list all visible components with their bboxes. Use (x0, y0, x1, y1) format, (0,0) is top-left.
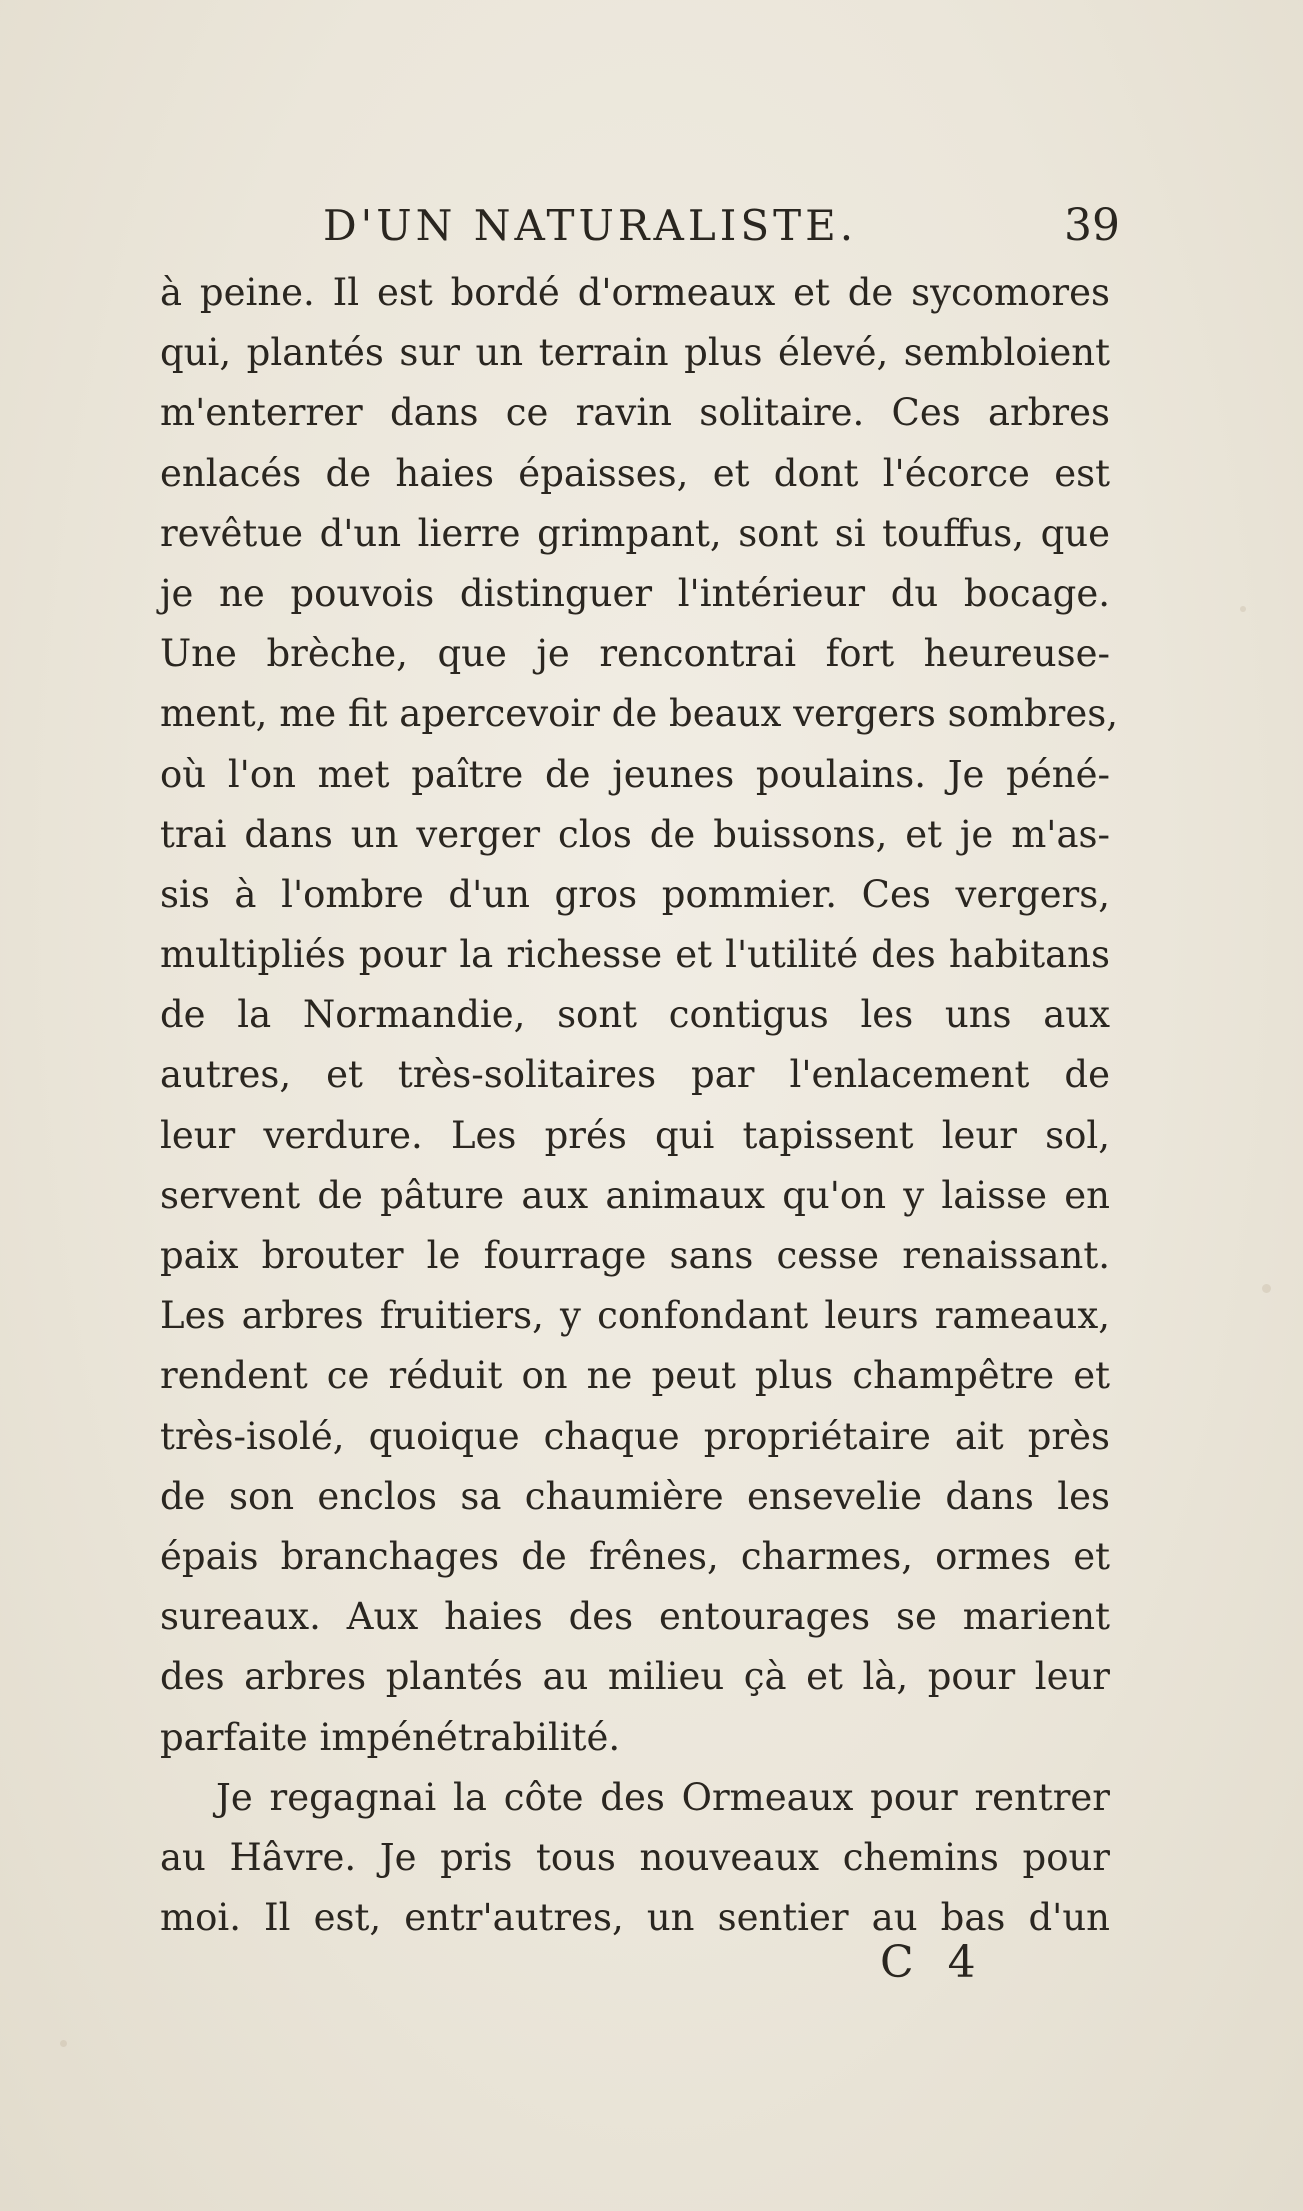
text-line: multipliés pour la richesse et l'utilité des habitans (160, 933, 1110, 977)
body-text (160, 263, 1118, 1948)
text-line: servent de pâture aux animaux qu'on y laisse en (160, 1173, 1110, 1217)
text-line: Une brèche, que je rencontrai fort heureuse- (160, 632, 1110, 676)
text-line: leur verdure. Les prés qui tapissent leur sol, (160, 1113, 1110, 1157)
paper-foxing-spot (60, 2040, 67, 2047)
text-line: Les arbres fruitiers, y confondant leurs rameaux, (160, 1294, 1110, 1338)
paper-foxing-spot (1262, 1284, 1271, 1293)
page-number: 39 (1064, 200, 1120, 251)
running-head (160, 196, 1120, 256)
text-line: m'enterrer dans ce ravin solitaire. Ces arbres (160, 391, 1110, 435)
text-line: revêtue d'un lierre grimpant, sont si touffus, que (160, 511, 1110, 555)
text-line: à peine. Il est bordé d'ormeaux et de sycomores (160, 271, 1110, 314)
text-line: rendent ce réduit on ne peut plus champêtre et (160, 1354, 1110, 1398)
text-line: des arbres plantés au milieu çà et là, pour leur (160, 1655, 1110, 1699)
text-line: trai dans un verger clos de buissons, et je m'as- (160, 812, 1110, 856)
text-line: autres, et très-solitaires par l'enlacement de (160, 1053, 1110, 1097)
text-line: où l'on met paître de jeunes poulains. Je péné- (160, 752, 1110, 796)
text-line: de la Normandie, sont contigus les uns aux (160, 993, 1110, 1037)
printer-signature-mark: C 4 (880, 1937, 986, 1988)
text-line: ment, me fit apercevoir de beaux vergers sombres, (160, 692, 1118, 736)
text-line: de son enclos sa chaumière ensevelie dans les (160, 1474, 1110, 1518)
text-line: épais branchages de frênes, charmes, ormes et (160, 1534, 1110, 1578)
paper-foxing-spot (1240, 606, 1246, 612)
text-line: qui, plantés sur un terrain plus élevé, sembloient (160, 331, 1110, 375)
text-line: enlacés de haies épaisses, et dont l'écorce est (160, 451, 1110, 495)
text-line: au Hâvre. Je pris tous nouveaux chemins pour (160, 1835, 1110, 1879)
paragraph-end-line: parfaite impénétrabilité. (160, 1715, 621, 1759)
text-line: paix brouter le fourrage sans cesse renaissant. (160, 1234, 1110, 1277)
paragraph-start-line: Je regagnai la côte des Ormeaux pour rentrer (216, 1775, 1110, 1819)
text-line: moi. Il est, entr'autres, un sentier au bas d'un (160, 1896, 1110, 1940)
running-title: D'UN NATURALISTE. (323, 201, 858, 250)
text-line: sureaux. Aux haies des entourages se marient (160, 1595, 1110, 1639)
text-line: je ne pouvois distinguer l'intérieur du bocage. (160, 571, 1110, 615)
text-line: très-isolé, quoique chaque propriétaire ait près (160, 1414, 1110, 1458)
text-line: sis à l'ombre d'un gros pommier. Ces vergers, (160, 872, 1110, 916)
